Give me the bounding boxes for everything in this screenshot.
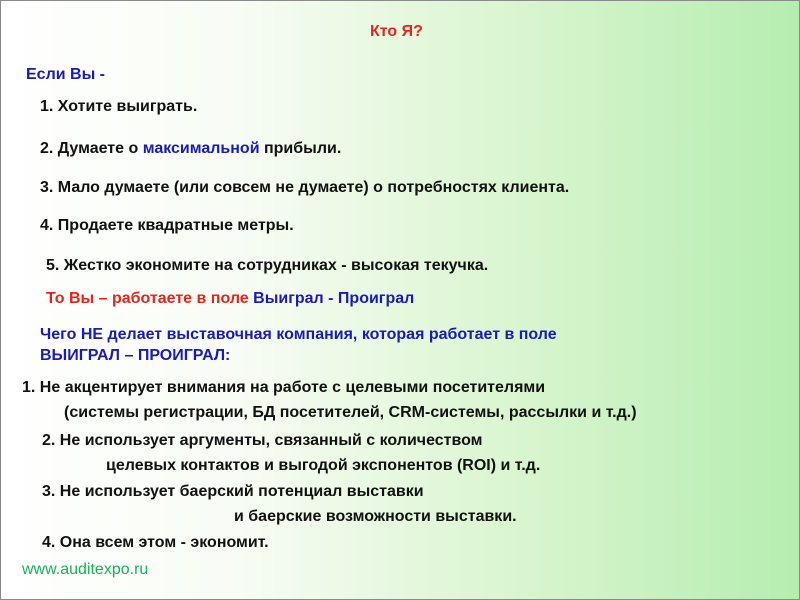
- list-item-4: 4. Продаете квадратные метры.: [40, 217, 294, 234]
- list-item-2-before: 2. Думаете о: [40, 140, 143, 157]
- conclusion-red: То Вы – работаете в поле: [46, 290, 254, 307]
- intro-label: Если Вы -: [26, 66, 106, 83]
- question-line-1: Чего НЕ делает выставочная компания, которая работает в поле: [40, 326, 557, 343]
- list-item-1: 1. Хотите выиграть.: [40, 98, 198, 115]
- slide-title: Кто Я?: [370, 23, 423, 40]
- point-4-line-1: 4. Она всем этом - экономит.: [42, 534, 269, 551]
- point-3-line-1: 3. Не использует баерский потенциал выставки: [42, 483, 424, 500]
- footer-url[interactable]: www.auditexpo.ru: [22, 561, 149, 578]
- conclusion: [46, 289, 414, 309]
- point-1-line-1: 1. Не акцентирует внимания на работе с целевыми посетителями: [22, 379, 546, 396]
- list-item-2: [40, 139, 341, 159]
- point-2-line-1: 2. Не использует аргументы, связанный с количеством: [42, 432, 483, 449]
- list-item-2-after: прибыли.: [259, 140, 342, 157]
- point-2-line-2: целевых контактов и выгодой экспонентов (ROI) и т.д.: [106, 457, 541, 474]
- conclusion-blue: Выиграл - Проиграл: [253, 290, 415, 307]
- list-item-2-highlight: максимальной: [142, 140, 260, 157]
- list-item-5: 5. Жестко экономите на сотрудниках - высокая текучка.: [46, 257, 489, 274]
- question-line-2: ВЫИГРАЛ – ПРОИГРАЛ:: [40, 347, 231, 364]
- point-3-line-2: и баерские возможности выставки.: [234, 508, 517, 525]
- point-1-line-2: (системы регистрации, БД посетителей, CRM-системы, рассылки и т.д.): [64, 404, 637, 421]
- list-item-3: 3. Мало думаете (или совсем не думаете) о потребностях клиента.: [40, 179, 570, 196]
